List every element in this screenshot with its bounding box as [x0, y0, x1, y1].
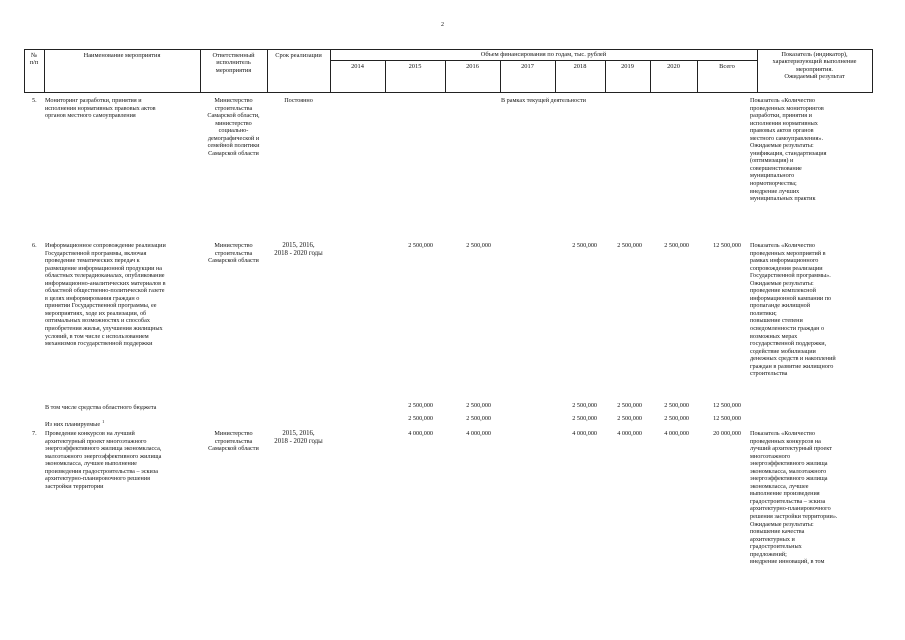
value-cell: 2 500,000	[408, 242, 433, 249]
header-responsible: Ответственный исполнитель мероприятия	[212, 52, 255, 74]
row-num: 7.	[32, 430, 37, 437]
header-year-2017: 2017	[521, 63, 534, 70]
value-cell: 2 500,000	[408, 402, 433, 409]
header-bottom-border	[24, 92, 873, 93]
row-term: Постоянно	[284, 97, 313, 104]
row-term: 2015, 2016, 2018 - 2020 годы	[274, 242, 323, 258]
header-year-2015: 2015	[408, 63, 422, 70]
header-name: Наименование мероприятия	[83, 52, 161, 59]
value-cell: 2 500,000	[572, 242, 597, 249]
value-cell: 2 500,000	[617, 402, 642, 409]
value-cell: 2 500,000	[664, 402, 689, 409]
value-cell: 2 500,000	[664, 415, 689, 422]
value-cell: 20 000,000	[713, 430, 741, 437]
subrow-label: В том числе средства областного бюджета	[45, 404, 157, 411]
value-cell: 2 500,000	[617, 242, 642, 249]
row-indicator: Показатель «Количество проведенных мониторингов разработки, принятия и исполнения нормативных правовых актов органов местного самоуправления». Ожидаемые результаты: унификация, стандартизация (оптимизация) и совершенствование муниципального нормотворчества; внедрение лучших муниципальных практик	[750, 97, 827, 203]
value-cell: 2 500,000	[617, 415, 642, 422]
header-total: Всего	[719, 63, 735, 70]
table-top-border	[24, 49, 873, 50]
value-cell: 2 500,000	[572, 415, 597, 422]
row-indicator: Показатель «Количество проведенных мероприятий в рамках информационного сопровождения реализации Государственной программы». Ожидаемые результаты: проведение комплексной информационной кампании по пропаганде жилищной политики; повышение степени осведомленности граждан о возможных мерах государственной поддержки, содействие мобилизации денежных средств и накоплений граждан в развитие жилищного строительства	[750, 242, 836, 378]
value-cell: 2 500,000	[466, 402, 491, 409]
header-year-2020: 2020	[667, 63, 680, 70]
row-name: Информационное сопровождение реализации Государственной программы, включая проведение тематических передач к размещение информационной продукции на областных телерадиоканалах, опубликование информационно-аналитических материалов в областной общественно-политической газете в целях информирования граждан о принятии Государственной программы, ее мероприятиях, ходе их реализации, об оптимальных возможностях и способах приобретения жилья, улучшения жилищных условий, в том числе с использованием механизмов государственной поддержки	[45, 242, 166, 348]
header-year-2016: 2016	[466, 63, 479, 70]
row-responsible: Министерство строительства Самарской области, министерство социально- демографической и семейной политики Самарской области	[207, 97, 260, 157]
header-year-2014: 2014	[351, 63, 364, 70]
value-cell: 12 500,000	[713, 402, 741, 409]
row-responsible: Министерство строительства Самарской области	[208, 430, 259, 453]
header-year-2019: 2019	[621, 63, 634, 70]
value-cell: 2 500,000	[408, 415, 433, 422]
row-funding-note: В рамках текущей деятельности	[501, 97, 586, 104]
value-cell: 4 000,000	[664, 430, 689, 437]
value-cell: 2 500,000	[664, 242, 689, 249]
funding-subheader-line	[330, 60, 757, 61]
value-cell: 4 000,000	[617, 430, 642, 437]
page-number: 2	[441, 22, 444, 28]
value-cell: 4 000,000	[408, 430, 433, 437]
value-cell: 12 500,000	[713, 242, 741, 249]
value-cell: 2 500,000	[466, 415, 491, 422]
value-cell: 2 500,000	[466, 242, 491, 249]
row-indicator: Показатель «Количество проведенных конкурсов на лучший архитектурный проект многоэтажного энергоэффективного жилища экономкласса, малоэтажного энергоэффективного жилища экономкласса, лучшее выполнение произведения градостроительства – эскиза архитектурно-планировочного решения застройки территории». Ожидаемые результаты: повышение качества архитектурных и градостроительных предложений; внедрение инноваций, в том	[750, 430, 838, 566]
row-num: 5.	[32, 97, 37, 104]
row-responsible: Министерство строительства Самарской области	[208, 242, 259, 265]
row-term: 2015, 2016, 2018 - 2020 годы	[274, 430, 323, 446]
row-name: Мониторинг разработки, принятия и исполнения нормативных правовых актов органов местного самоуправления	[45, 97, 156, 120]
value-cell: 4 000,000	[466, 430, 491, 437]
header-year-2018: 2018	[573, 63, 587, 70]
row-num: 6.	[32, 242, 37, 249]
subrow-label: Из них планируемые $^1$	[45, 419, 105, 429]
row-name: Проведение конкурсов на лучший архитектурный проект многоэтажного энергоэффективного жилища экономкласса, малоэтажного энергоэффективного жилища экономкласса, лучшее выполнение произведения градостроительства – эскиза архитектурно-планировочного решения застройки территории	[45, 430, 162, 490]
header-num: № п/п	[29, 52, 39, 67]
value-cell: 2 500,000	[572, 402, 597, 409]
header-vline	[872, 49, 873, 93]
header-funding-title: Объем финансирования по годам, тыс. рублей	[480, 51, 607, 58]
value-cell: 4 000,000	[572, 430, 597, 437]
header-indicator: Показатель (индикатор), характеризующий выполнение мероприятия. Ожидаемый результат	[772, 51, 857, 81]
header-term: Срок реализации	[275, 52, 322, 59]
value-cell: 12 500,000	[713, 415, 741, 422]
